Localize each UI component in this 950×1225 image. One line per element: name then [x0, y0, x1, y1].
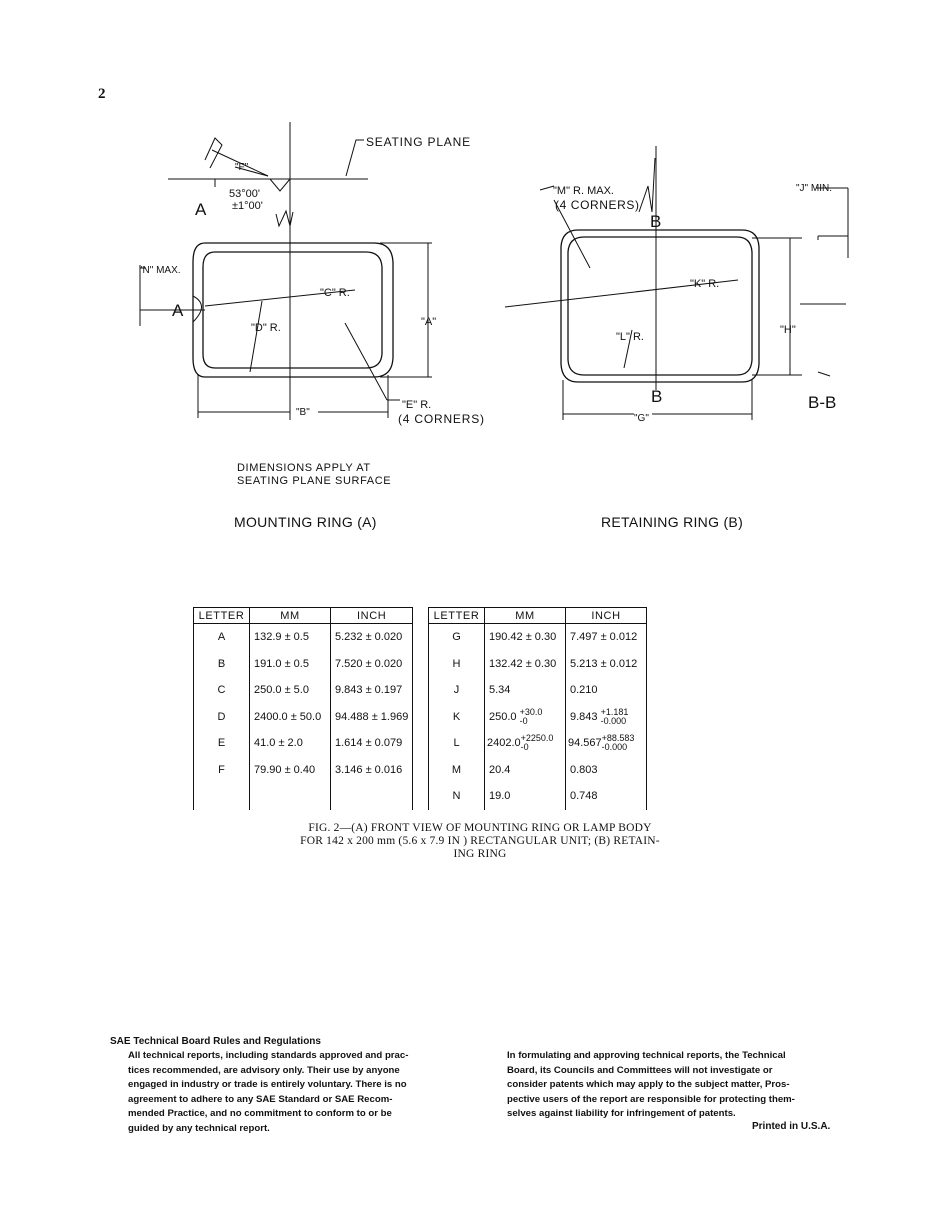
g-dim-label: "G" — [634, 413, 649, 424]
rules-line: Board, its Councils and Committees will not investigate or — [507, 1064, 773, 1076]
d-radius-label: "D" R. — [251, 322, 281, 334]
printed-in-usa: Printed in U.S.A. — [752, 1121, 831, 1132]
a-dim-label: "A" — [421, 316, 437, 328]
h-dim-label: "H" — [780, 324, 796, 336]
letter-cell: C — [194, 677, 250, 704]
letter-cell: J — [429, 677, 485, 704]
l-radius-label: "L" R. — [616, 331, 644, 343]
m-corners-label: (4 CORNERS) — [555, 198, 640, 212]
mm-plus: +2250.0 — [520, 733, 554, 744]
mounting-ring-drawing — [130, 115, 490, 435]
rules-line: All technical reports, including standards approved and prac- — [128, 1050, 409, 1061]
rules-right-column — [507, 1049, 843, 1122]
figure-caption — [270, 822, 690, 861]
figure-caption-line: FOR 142 x 200 mm (5.6 x 7.9 IN ) RECTANGULAR UNIT; (B) RETAIN- — [300, 835, 660, 847]
section-view-label: B-B — [808, 393, 837, 412]
table-row — [194, 783, 413, 810]
rules-line: guided by any technical report. — [128, 1122, 270, 1134]
table-row — [429, 704, 647, 731]
rules-line: In formulating and approving technical reports, the Technical — [507, 1050, 786, 1061]
inch-plus: +88.583 — [601, 733, 635, 744]
table-row — [194, 677, 413, 704]
rules-line: consider patents which may apply to the subject matter, Pros- — [507, 1079, 790, 1091]
table-header-row — [429, 608, 647, 624]
e-radius-label: "E" R. — [402, 399, 432, 411]
inch-tolerance — [602, 734, 635, 752]
table-row — [429, 677, 647, 704]
letter-cell: B — [194, 651, 250, 678]
inch-cell — [566, 730, 647, 757]
inch-cell: 5.232 ± 0.020 — [331, 624, 413, 651]
table-row — [429, 651, 647, 678]
section-b-top: B — [650, 212, 662, 231]
table-row — [429, 757, 647, 784]
k-radius-label: "K" R. — [690, 278, 720, 290]
retaining-ring-label: RETAINING RING (B) — [601, 514, 744, 530]
inch-plus: +1.181 — [600, 706, 629, 717]
header-mm: MM — [250, 608, 331, 624]
inch-cell: 3.146 ± 0.016 — [331, 757, 413, 784]
letter-cell: E — [194, 730, 250, 757]
header-letter: LETTER — [194, 608, 250, 624]
table-row — [194, 624, 413, 651]
dimensions-note-line: DIMENSIONS APPLY AT — [237, 462, 371, 474]
section-a-top: A — [195, 200, 207, 219]
rules-heading: SAE Technical Board Rules and Regulations — [110, 1036, 321, 1047]
angle-value: 53°00' — [229, 188, 260, 200]
inch-cell: 7.520 ± 0.020 — [331, 651, 413, 678]
dimensions-table-left — [193, 607, 413, 810]
mm-cell: 79.90 ± 0.40 — [250, 757, 331, 784]
header-inch: INCH — [331, 608, 413, 624]
header-letter: LETTER — [429, 608, 485, 624]
figure-caption-line: FIG. 2—(A) FRONT VIEW OF MOUNTING RING OR LAMP BODY — [308, 822, 652, 834]
angle-tolerance: ±1°00' — [232, 200, 263, 212]
header-inch: INCH — [566, 608, 647, 624]
letter-cell: D — [194, 704, 250, 731]
rules-line: mended Practice, and no commitment to conform to or be — [128, 1108, 392, 1120]
rules-line: selves against liability for infringement of patents. — [507, 1108, 736, 1120]
inch-base: 9.843 — [570, 710, 598, 723]
inch-cell: 9.843 ± 0.197 — [331, 677, 413, 704]
table-row — [194, 704, 413, 731]
letter-cell: N — [429, 783, 485, 810]
inch-minus: -0.000 — [600, 715, 627, 726]
mm-tolerance — [520, 708, 543, 726]
letter-cell: L — [429, 730, 485, 757]
mm-cell: 250.0 ± 5.0 — [250, 677, 331, 704]
mm-cell: 132.42 ± 0.30 — [485, 651, 566, 678]
dimensions-note — [237, 462, 391, 488]
rules-line: engaged in industry or trade is entirely voluntary. There is no — [128, 1079, 407, 1091]
rules-line: tices recommended, are advisory only. Their use by anyone — [128, 1064, 400, 1076]
table-row — [429, 730, 647, 757]
letter-cell: M — [429, 757, 485, 784]
inch-minus: -0.000 — [601, 742, 628, 753]
letter-cell: F — [194, 757, 250, 784]
inch-cell: 0.803 — [566, 757, 647, 784]
mm-minus: -0 — [519, 715, 528, 726]
mounting-ring-label: MOUNTING RING (A) — [234, 514, 377, 530]
letter-cell: H — [429, 651, 485, 678]
mm-cell: 132.9 ± 0.5 — [250, 624, 331, 651]
figure-caption-line: ING RING — [453, 848, 507, 860]
section-a-side: A — [172, 301, 184, 320]
inch-cell: 94.488 ± 1.969 — [331, 704, 413, 731]
mm-base: 2402.0 — [487, 737, 521, 750]
inch-cell: 0.748 — [566, 783, 647, 810]
mm-base: 250.0 — [489, 710, 517, 723]
inch-base: 94.567 — [568, 737, 602, 750]
j-min-label: "J" MIN. — [796, 183, 832, 194]
inch-cell: 1.614 ± 0.079 — [331, 730, 413, 757]
mm-cell: 20.4 — [485, 757, 566, 784]
mm-cell: 19.0 — [485, 783, 566, 810]
mm-cell: 191.0 ± 0.5 — [250, 651, 331, 678]
table-row — [194, 651, 413, 678]
inch-cell: 7.497 ± 0.012 — [566, 624, 647, 651]
mm-tolerance — [521, 734, 554, 752]
c-radius-label: "C" R. — [320, 287, 350, 299]
header-mm: MM — [485, 608, 566, 624]
rules-left-column — [128, 1049, 464, 1137]
letter-cell: A — [194, 624, 250, 651]
f-label: "F" — [235, 162, 249, 173]
mm-cell: 5.34 — [485, 677, 566, 704]
mm-minus: -0 — [520, 742, 529, 753]
letter-cell: K — [429, 704, 485, 731]
rules-line: pective users of the report are responsible for protecting them- — [507, 1093, 795, 1105]
seating-plane-label: SEATING PLANE — [366, 135, 471, 149]
table-header-row — [194, 608, 413, 624]
inch-cell: 5.213 ± 0.012 — [566, 651, 647, 678]
table-row — [429, 624, 647, 651]
mm-cell — [485, 704, 566, 731]
mm-cell — [485, 730, 566, 757]
dimensions-table-right — [428, 607, 647, 810]
retaining-ring-drawing — [500, 140, 860, 440]
e-corners-label: (4 CORNERS) — [398, 412, 485, 426]
inch-tolerance — [601, 708, 629, 726]
page-number: 2 — [98, 86, 106, 102]
table-row — [429, 783, 647, 810]
mm-cell: 2400.0 ± 50.0 — [250, 704, 331, 731]
mm-plus: +30.0 — [519, 706, 543, 717]
rules-line: agreement to adhere to any SAE Standard or SAE Recom- — [128, 1093, 393, 1105]
table-row — [194, 730, 413, 757]
mm-cell: 41.0 ± 2.0 — [250, 730, 331, 757]
m-radius-label: "M" R. MAX. — [553, 185, 614, 197]
inch-cell: 0.210 — [566, 677, 647, 704]
inch-cell — [566, 704, 647, 731]
n-max-label: "N" MAX. — [139, 265, 181, 276]
mm-cell: 190.42 ± 0.30 — [485, 624, 566, 651]
table-row — [194, 757, 413, 784]
section-b-bottom: B — [651, 387, 663, 406]
b-dim-label: "B" — [296, 407, 310, 418]
dimensions-note-line: SEATING PLANE SURFACE — [237, 475, 392, 487]
letter-cell: G — [429, 624, 485, 651]
